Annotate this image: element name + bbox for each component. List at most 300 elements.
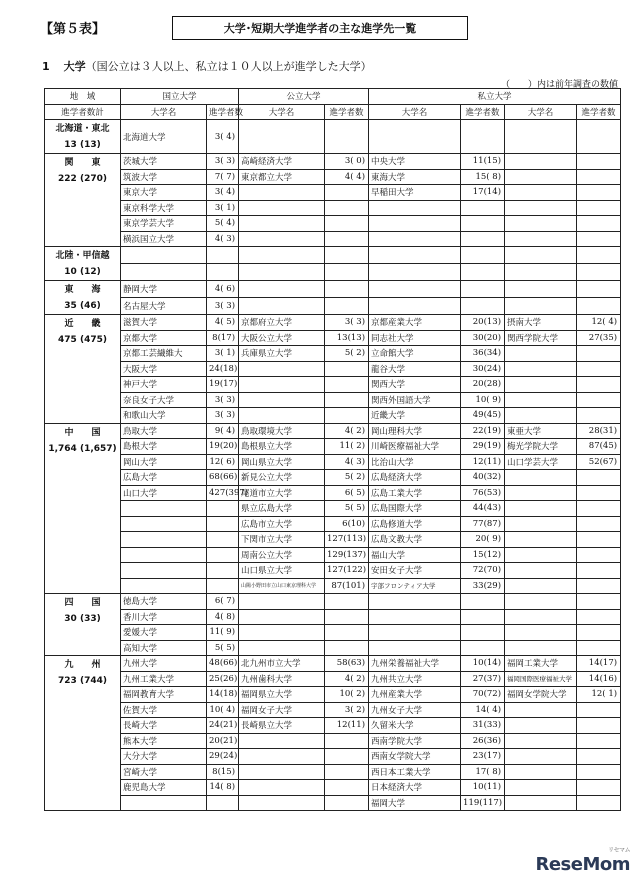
university-name-cell: 九州大学	[121, 656, 207, 672]
region-cell	[45, 154, 121, 247]
table-row	[45, 154, 621, 170]
header-row-1	[45, 89, 621, 105]
region-prev-count: (33)	[79, 614, 101, 624]
student-count-cell: 8(15)	[207, 764, 239, 780]
region-cell	[45, 656, 121, 811]
region-name: 関 東	[64, 158, 101, 168]
student-count-cell: 20( 9)	[461, 532, 505, 548]
student-count-cell	[461, 640, 505, 656]
student-count-cell	[325, 185, 369, 201]
university-name-cell	[505, 764, 577, 780]
student-count-cell: 4( 2)	[325, 423, 369, 439]
student-count-cell: 5( 5)	[325, 501, 369, 517]
student-count-cell	[577, 733, 621, 749]
student-count-cell	[577, 749, 621, 765]
student-count-cell: 3( 3)	[207, 392, 239, 408]
region-cell	[45, 281, 121, 315]
university-name-cell	[505, 795, 577, 811]
col-count-header: 進学者数	[325, 104, 369, 120]
student-count-cell: 3( 3)	[207, 154, 239, 170]
university-name-cell	[505, 231, 577, 247]
table-row	[45, 247, 621, 264]
student-count-cell: 15( 8)	[461, 169, 505, 185]
student-count-cell	[325, 200, 369, 216]
university-name-cell: 近畿大学	[369, 408, 461, 424]
student-count-cell	[325, 764, 369, 780]
table-row	[45, 594, 621, 610]
university-name-cell	[505, 563, 577, 579]
student-count-cell: 12(11)	[325, 718, 369, 734]
student-count-cell: 127(113)	[325, 532, 369, 548]
region-name: 北陸・甲信越	[55, 251, 110, 261]
university-name-cell: 尾道市立大学	[239, 485, 325, 501]
student-count-cell	[577, 547, 621, 563]
col-name-header: 大学名	[505, 104, 577, 120]
university-name-cell: 岡山理科大学	[369, 423, 461, 439]
student-count-cell: 19(20)	[207, 439, 239, 455]
university-name-cell	[505, 185, 577, 201]
university-name-cell: 山口県立大学	[239, 563, 325, 579]
university-name-cell: 福岡国際医療福祉大学	[505, 671, 577, 687]
student-count-cell: 30(20)	[461, 330, 505, 346]
student-count-cell	[461, 264, 505, 281]
region-prev-count: (12)	[79, 267, 101, 277]
university-name-cell: 関西外国語大学	[369, 392, 461, 408]
university-name-cell: 九州共立大学	[369, 671, 461, 687]
region-count: 222	[58, 174, 77, 184]
student-count-cell: 31(33)	[461, 718, 505, 734]
student-count-cell	[577, 516, 621, 532]
university-name-cell: 京都大学	[121, 330, 207, 346]
university-name-cell	[505, 298, 577, 315]
region-count: 35	[64, 301, 77, 311]
university-name-cell	[369, 120, 461, 154]
student-count-cell	[325, 408, 369, 424]
table-row	[45, 264, 621, 281]
student-count-cell	[325, 120, 369, 154]
university-name-cell	[239, 264, 325, 281]
student-count-cell: 23(17)	[461, 749, 505, 765]
region-total	[47, 441, 118, 457]
student-count-cell: 3( 1)	[207, 200, 239, 216]
university-name-cell	[505, 780, 577, 796]
university-name-cell: 静岡大学	[121, 281, 207, 298]
student-count-cell: 5( 4)	[207, 216, 239, 232]
university-name-cell	[505, 361, 577, 377]
student-count-cell: 30(24)	[461, 361, 505, 377]
table-row	[45, 687, 621, 703]
university-name-cell: 中央大学	[369, 154, 461, 170]
table-row	[45, 764, 621, 780]
student-count-cell	[325, 392, 369, 408]
private-header: 私立大学	[369, 89, 621, 105]
university-name-cell: 香川大学	[121, 609, 207, 625]
resemom-logo	[535, 847, 630, 875]
student-count-cell: 19(17)	[207, 377, 239, 393]
student-count-cell	[207, 795, 239, 811]
university-name-cell: 福岡教育大学	[121, 687, 207, 703]
table-row	[45, 516, 621, 532]
region-name: 東 海	[64, 285, 101, 295]
university-name-cell	[505, 346, 577, 362]
region-total	[47, 332, 118, 348]
student-count-cell	[577, 200, 621, 216]
student-count-cell	[577, 485, 621, 501]
university-name-cell: 鹿児島大学	[121, 780, 207, 796]
university-name-cell: 新見公立大学	[239, 470, 325, 486]
university-name-cell	[239, 185, 325, 201]
university-name-cell	[505, 501, 577, 517]
table-row	[45, 733, 621, 749]
student-count-cell	[577, 532, 621, 548]
university-name-cell: 西日本工業大学	[369, 764, 461, 780]
table-row	[45, 795, 621, 811]
student-count-cell: 33(29)	[461, 578, 505, 594]
university-name-cell	[505, 408, 577, 424]
page-title: 大学･短期大学進学者の主な進学先一覧	[172, 16, 468, 40]
student-count-cell: 40(32)	[461, 470, 505, 486]
public-header: 公立大学	[239, 89, 369, 105]
student-count-cell: 10( 9)	[461, 392, 505, 408]
table-number: 【第５表】	[40, 22, 106, 37]
university-name-cell: 京都府立大学	[239, 315, 325, 331]
student-count-cell	[325, 625, 369, 641]
university-name-cell: 県立広島大学	[239, 501, 325, 517]
table-row	[45, 120, 621, 154]
university-name-cell: 大分大学	[121, 749, 207, 765]
university-name-cell	[505, 749, 577, 765]
university-name-cell: 川崎医療福祉大学	[369, 439, 461, 455]
university-name-cell: 比治山大学	[369, 454, 461, 470]
university-name-cell: 九州歯科大学	[239, 671, 325, 687]
university-name-cell: 佐賀大学	[121, 702, 207, 718]
student-count-cell	[577, 154, 621, 170]
university-name-cell	[121, 795, 207, 811]
student-count-cell	[577, 361, 621, 377]
student-count-cell: 20(21)	[207, 733, 239, 749]
university-name-cell	[239, 408, 325, 424]
university-name-cell	[369, 247, 461, 264]
university-name-cell	[369, 200, 461, 216]
table-row	[45, 216, 621, 232]
col-name-header: 大学名	[369, 104, 461, 120]
student-count-cell: 3( 3)	[325, 315, 369, 331]
university-name-cell: 宇部フロンティア大学	[369, 578, 461, 594]
student-count-cell: 14(18)	[207, 687, 239, 703]
university-name-cell: 茨城大学	[121, 154, 207, 170]
table-row	[45, 501, 621, 517]
university-name-cell	[239, 594, 325, 610]
student-count-cell	[577, 640, 621, 656]
university-name-cell: 摂南大学	[505, 315, 577, 331]
university-name-cell: 和歌山大学	[121, 408, 207, 424]
university-name-cell	[505, 216, 577, 232]
university-name-cell: 広島工業大学	[369, 485, 461, 501]
student-count-cell	[577, 718, 621, 734]
region-count: 1,764	[48, 443, 77, 454]
university-name-cell	[239, 298, 325, 315]
region-name: 四 国	[64, 598, 101, 608]
university-name-cell: 関西大学	[369, 377, 461, 393]
student-count-cell	[577, 346, 621, 362]
university-name-cell: 徳島大学	[121, 594, 207, 610]
student-count-cell	[325, 795, 369, 811]
university-name-cell	[505, 247, 577, 264]
university-name-cell: 同志社大学	[369, 330, 461, 346]
university-name-cell: 島根大学	[121, 439, 207, 455]
university-name-cell	[239, 247, 325, 264]
student-count-cell: 5( 5)	[207, 640, 239, 656]
university-name-cell	[505, 264, 577, 281]
student-count-cell	[577, 298, 621, 315]
university-name-cell	[505, 594, 577, 610]
region-total	[47, 137, 118, 153]
previous-year-note: （ ）内は前年調査の数値	[500, 80, 618, 90]
university-name-cell	[369, 264, 461, 281]
student-count-cell: 14( 4)	[461, 702, 505, 718]
region-count: 30	[64, 614, 77, 624]
university-name-cell	[505, 609, 577, 625]
university-table	[44, 88, 621, 811]
university-name-cell: 京都産業大学	[369, 315, 461, 331]
university-name-cell	[121, 264, 207, 281]
university-name-cell	[121, 532, 207, 548]
university-name-cell: 愛媛大学	[121, 625, 207, 641]
student-count-cell: 26(36)	[461, 733, 505, 749]
table-row	[45, 470, 621, 486]
student-count-cell: 3( 4)	[207, 120, 239, 154]
university-name-cell: 宮崎大学	[121, 764, 207, 780]
section-note: （国公立は３人以上、私立は１０人以上が進学した大学）	[85, 60, 372, 73]
section-title: 大学	[63, 60, 86, 73]
student-count-cell: 36(34)	[461, 346, 505, 362]
student-count-cell: 28(31)	[577, 423, 621, 439]
university-name-cell: 岡山県立大学	[239, 454, 325, 470]
university-name-cell	[121, 501, 207, 517]
region-header: 地 域	[45, 89, 121, 105]
student-count-cell: 3( 0)	[325, 154, 369, 170]
region-total	[47, 171, 118, 187]
student-count-cell: 4( 3)	[207, 231, 239, 247]
student-count-cell	[325, 216, 369, 232]
student-count-cell: 87(101)	[325, 578, 369, 594]
student-count-cell: 10( 4)	[207, 702, 239, 718]
student-count-cell	[325, 281, 369, 298]
university-name-cell: 熊本大学	[121, 733, 207, 749]
university-name-cell	[239, 795, 325, 811]
student-count-cell: 27(37)	[461, 671, 505, 687]
student-count-cell: 25(26)	[207, 671, 239, 687]
university-name-cell: 九州工業大学	[121, 671, 207, 687]
university-name-cell	[239, 392, 325, 408]
region-name: 北海道・東北	[55, 124, 110, 134]
table-row	[45, 563, 621, 579]
student-count-cell: 70(72)	[461, 687, 505, 703]
student-count-cell	[207, 501, 239, 517]
table-row	[45, 281, 621, 298]
student-count-cell	[461, 231, 505, 247]
student-count-cell: 5( 2)	[325, 470, 369, 486]
university-name-cell: 東亜大学	[505, 423, 577, 439]
student-count-cell: 11( 9)	[207, 625, 239, 641]
university-name-cell	[239, 764, 325, 780]
university-name-cell	[369, 281, 461, 298]
student-count-cell: 48(66)	[207, 656, 239, 672]
university-name-cell: 梅光学院大学	[505, 439, 577, 455]
region-prev-count: (270)	[79, 174, 107, 184]
university-name-cell: 福岡女子大学	[239, 702, 325, 718]
student-count-cell	[577, 563, 621, 579]
university-name-cell	[239, 216, 325, 232]
student-count-cell: 13(13)	[325, 330, 369, 346]
student-count-cell: 129(137)	[325, 547, 369, 563]
col-count-header: 進学者数	[207, 104, 239, 120]
student-count-cell: 4( 4)	[325, 169, 369, 185]
student-count-cell: 3( 3)	[207, 298, 239, 315]
university-name-cell: 東京大学	[121, 185, 207, 201]
table-row	[45, 749, 621, 765]
university-name-cell	[239, 625, 325, 641]
university-name-cell: 長崎県立大学	[239, 718, 325, 734]
col-name-header: 大学名	[239, 104, 325, 120]
university-name-cell: 東海大学	[369, 169, 461, 185]
university-name-cell: 九州栄養福祉大学	[369, 656, 461, 672]
university-name-cell	[121, 563, 207, 579]
university-name-cell	[121, 516, 207, 532]
university-name-cell	[505, 377, 577, 393]
student-count-cell	[577, 795, 621, 811]
student-count-cell: 68(66)	[207, 470, 239, 486]
student-count-cell: 77(87)	[461, 516, 505, 532]
logo-subtext: リセマム	[608, 847, 630, 854]
university-name-cell: 東京科学大学	[121, 200, 207, 216]
university-name-cell	[505, 281, 577, 298]
student-count-cell	[207, 563, 239, 579]
university-name-cell: 安田女子大学	[369, 563, 461, 579]
region-count: 475	[58, 335, 77, 345]
university-name-cell: 立命館大学	[369, 346, 461, 362]
student-count-cell	[207, 516, 239, 532]
student-count-cell: 127(122)	[325, 563, 369, 579]
region-count: 13	[64, 140, 77, 150]
student-count-cell: 9( 4)	[207, 423, 239, 439]
student-count-cell	[461, 281, 505, 298]
col-count-header: 進学者数	[461, 104, 505, 120]
university-name-cell	[369, 640, 461, 656]
student-count-cell	[325, 377, 369, 393]
region-prev-count: (46)	[79, 301, 101, 311]
region-prev-count: (475)	[79, 335, 107, 345]
student-count-cell	[577, 764, 621, 780]
student-count-cell: 20(28)	[461, 377, 505, 393]
university-name-cell	[505, 392, 577, 408]
region-name: 近 畿	[64, 319, 101, 329]
university-name-cell: 名古屋大学	[121, 298, 207, 315]
student-count-cell: 10(14)	[461, 656, 505, 672]
table-row	[45, 640, 621, 656]
university-name-cell: 広島国際大学	[369, 501, 461, 517]
university-name-cell: 日本経済大学	[369, 780, 461, 796]
university-name-cell: 山口学芸大学	[505, 454, 577, 470]
student-count-cell	[577, 625, 621, 641]
student-count-cell	[461, 200, 505, 216]
student-count-cell: 12( 4)	[577, 315, 621, 331]
university-name-cell: 久留米大学	[369, 718, 461, 734]
region-prev-count: (13)	[79, 140, 101, 150]
student-count-cell	[577, 470, 621, 486]
student-count-cell: 22(19)	[461, 423, 505, 439]
university-name-cell: 島根県立大学	[239, 439, 325, 455]
university-name-cell	[239, 231, 325, 247]
student-count-cell	[461, 247, 505, 264]
table-row	[45, 361, 621, 377]
student-count-cell: 17( 8)	[461, 764, 505, 780]
student-count-cell	[577, 392, 621, 408]
university-name-cell: 山口大学	[121, 485, 207, 501]
university-name-cell: 大阪大学	[121, 361, 207, 377]
university-name-cell	[505, 547, 577, 563]
university-name-cell: 岡山大学	[121, 454, 207, 470]
student-count-cell: 15(12)	[461, 547, 505, 563]
student-count-cell: 76(53)	[461, 485, 505, 501]
region-prev-count: (1,657)	[79, 443, 117, 454]
region-total	[47, 673, 118, 689]
region-prev-count: (744)	[79, 676, 107, 686]
university-name-cell	[239, 281, 325, 298]
university-name-cell: 北海道大学	[121, 120, 207, 154]
student-count-cell: 12(11)	[461, 454, 505, 470]
region-cell	[45, 247, 121, 281]
university-name-cell	[505, 516, 577, 532]
university-name-cell: 神戸大学	[121, 377, 207, 393]
student-count-cell	[207, 247, 239, 264]
university-name-cell: 広島市立大学	[239, 516, 325, 532]
student-count-cell: 5( 2)	[325, 346, 369, 362]
university-name-cell: 長崎大学	[121, 718, 207, 734]
university-name-cell	[505, 120, 577, 154]
university-name-cell	[369, 298, 461, 315]
university-name-cell	[121, 547, 207, 563]
student-count-cell	[577, 609, 621, 625]
region-count: 723	[58, 676, 77, 686]
university-name-cell: 兵庫県立大学	[239, 346, 325, 362]
university-name-cell	[239, 640, 325, 656]
student-count-cell: 10(11)	[461, 780, 505, 796]
university-name-cell	[505, 470, 577, 486]
student-count-cell: 24(21)	[207, 718, 239, 734]
university-name-cell	[239, 733, 325, 749]
table-row	[45, 315, 621, 331]
table-row	[45, 200, 621, 216]
national-header: 国立大学	[121, 89, 239, 105]
university-name-cell	[369, 625, 461, 641]
student-count-cell: 20(13)	[461, 315, 505, 331]
header-row-2	[45, 104, 621, 120]
student-count-cell	[325, 594, 369, 610]
university-name-cell: 横浜国立大学	[121, 231, 207, 247]
student-count-cell: 52(67)	[577, 454, 621, 470]
student-count-cell: 6( 5)	[325, 485, 369, 501]
university-name-cell: 筑波大学	[121, 169, 207, 185]
table-row	[45, 780, 621, 796]
university-name-cell: 広島経済大学	[369, 470, 461, 486]
table-row	[45, 578, 621, 594]
university-name-cell: 福岡工業大学	[505, 656, 577, 672]
student-count-cell	[577, 216, 621, 232]
university-name-cell: 福岡女学院大学	[505, 687, 577, 703]
student-count-cell	[207, 264, 239, 281]
table-row	[45, 231, 621, 247]
